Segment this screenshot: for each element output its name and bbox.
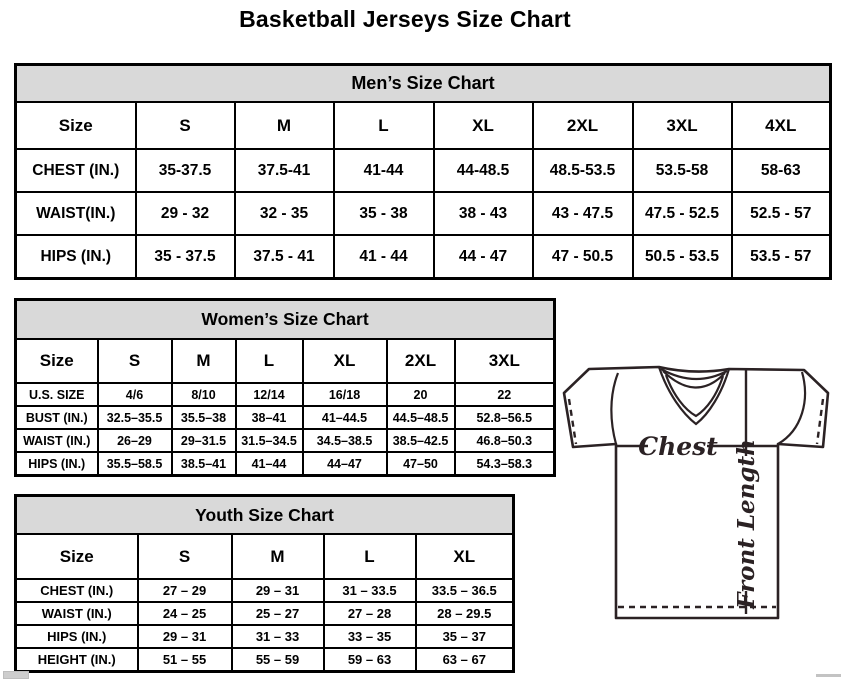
youth-row-label: CHEST (IN.) <box>16 579 138 602</box>
men-table-cell: 41 - 44 <box>334 235 434 279</box>
youth-table-cell: 25 – 27 <box>232 602 324 625</box>
youth-table-row <box>16 579 514 602</box>
youth-column-header: S <box>138 534 232 579</box>
youth-table-cell: 31 – 33.5 <box>324 579 416 602</box>
men-table-cell: 35 - 38 <box>334 192 434 235</box>
corner-handle-left <box>3 671 29 679</box>
men-table-cell: 47 - 50.5 <box>533 235 633 279</box>
women-table-cell: 44.5–48.5 <box>387 406 455 429</box>
men-table-cell: 50.5 - 53.5 <box>633 235 732 279</box>
women-table-cell: 20 <box>387 383 455 406</box>
men-table-cell: 52.5 - 57 <box>732 192 831 235</box>
men-table-row <box>16 149 831 192</box>
men-table-cell: 41-44 <box>334 149 434 192</box>
youth-table-cell: 35 – 37 <box>416 625 514 648</box>
men-column-header: 3XL <box>633 102 732 149</box>
men-table-cell: 32 - 35 <box>235 192 334 235</box>
women-table-cell: 46.8–50.3 <box>455 429 555 452</box>
men-column-header: XL <box>434 102 533 149</box>
men-table-cell: 44-48.5 <box>434 149 533 192</box>
youth-table-cell: 27 – 28 <box>324 602 416 625</box>
jersey-measurement-diagram <box>556 360 843 655</box>
men-table-row <box>16 235 831 279</box>
women-table-cell: 41–44 <box>236 452 303 476</box>
women-table-cell: 41–44.5 <box>303 406 387 429</box>
youth-table-row <box>16 625 514 648</box>
men-table-cell: 35-37.5 <box>136 149 235 192</box>
women-table-cell: 8/10 <box>172 383 236 406</box>
men-table-cell: 38 - 43 <box>434 192 533 235</box>
men-row-label: CHEST (IN.) <box>16 149 136 192</box>
women-table-cell: 44–47 <box>303 452 387 476</box>
women-table-cell: 38.5–42.5 <box>387 429 455 452</box>
women-table-cell: 47–50 <box>387 452 455 476</box>
youth-table-cell: 63 – 67 <box>416 648 514 672</box>
youth-table-cell: 33 – 35 <box>324 625 416 648</box>
men-column-header: Size <box>16 102 136 149</box>
youth-row-label: HEIGHT (IN.) <box>16 648 138 672</box>
men-table-cell: 53.5 - 57 <box>732 235 831 279</box>
men-table-cell: 47.5 - 52.5 <box>633 192 732 235</box>
women-table-cell: 22 <box>455 383 555 406</box>
men-table-cell: 37.5-41 <box>235 149 334 192</box>
women-table-cell: 32.5–35.5 <box>98 406 172 429</box>
jersey-outline <box>564 367 828 618</box>
women-row-label: U.S. SIZE <box>16 383 98 406</box>
page-title: Basketball Jerseys Size Chart <box>239 6 571 32</box>
women-table-cell: 52.8–56.5 <box>455 406 555 429</box>
women-table-row <box>16 452 555 476</box>
youth-row-label: WAIST (IN.) <box>16 602 138 625</box>
women-table-cell: 12/14 <box>236 383 303 406</box>
men-table-row <box>16 192 831 235</box>
women-table-title: Women’s Size Chart <box>16 300 555 340</box>
youth-column-header: M <box>232 534 324 579</box>
youth-size-table <box>14 494 515 673</box>
youth-table-title: Youth Size Chart <box>16 496 514 535</box>
chest-label: Chest <box>638 432 718 461</box>
women-column-header: Size <box>16 339 98 383</box>
women-column-header: L <box>236 339 303 383</box>
women-table-cell: 31.5–34.5 <box>236 429 303 452</box>
men-table-cell: 37.5 - 41 <box>235 235 334 279</box>
men-table-cell: 53.5-58 <box>633 149 732 192</box>
men-table-cell: 44 - 47 <box>434 235 533 279</box>
women-row-label: BUST (IN.) <box>16 406 98 429</box>
front-length-label: Front Length <box>733 439 760 609</box>
women-column-header: 3XL <box>455 339 555 383</box>
youth-table-cell: 31 – 33 <box>232 625 324 648</box>
men-table-title: Men’s Size Chart <box>16 65 831 103</box>
men-table-cell: 58-63 <box>732 149 831 192</box>
women-table-cell: 29–31.5 <box>172 429 236 452</box>
men-column-header: 4XL <box>732 102 831 149</box>
youth-table-cell: 55 – 59 <box>232 648 324 672</box>
women-table-cell: 54.3–58.3 <box>455 452 555 476</box>
youth-table-row <box>16 648 514 672</box>
youth-table-cell: 27 – 29 <box>138 579 232 602</box>
women-table-cell: 35.5–38 <box>172 406 236 429</box>
youth-table-cell: 33.5 – 36.5 <box>416 579 514 602</box>
men-column-header: M <box>235 102 334 149</box>
women-table-row <box>16 406 555 429</box>
youth-table-cell: 29 – 31 <box>138 625 232 648</box>
women-table-row <box>16 429 555 452</box>
youth-table-cell: 51 – 55 <box>138 648 232 672</box>
men-table-cell: 29 - 32 <box>136 192 235 235</box>
women-column-header: M <box>172 339 236 383</box>
men-table-cell: 35 - 37.5 <box>136 235 235 279</box>
women-column-header: 2XL <box>387 339 455 383</box>
youth-table-cell: 24 – 25 <box>138 602 232 625</box>
women-table-cell: 26–29 <box>98 429 172 452</box>
women-column-header: XL <box>303 339 387 383</box>
youth-column-header: L <box>324 534 416 579</box>
youth-column-header: Size <box>16 534 138 579</box>
men-row-label: HIPS (IN.) <box>16 235 136 279</box>
women-row-label: HIPS (IN.) <box>16 452 98 476</box>
men-column-header: L <box>334 102 434 149</box>
youth-table-cell: 59 – 63 <box>324 648 416 672</box>
youth-column-header: XL <box>416 534 514 579</box>
youth-table-row <box>16 602 514 625</box>
women-table-row <box>16 383 555 406</box>
mens-size-table <box>14 63 832 280</box>
youth-table-cell: 29 – 31 <box>232 579 324 602</box>
youth-table-cell: 28 – 29.5 <box>416 602 514 625</box>
women-table-cell: 34.5–38.5 <box>303 429 387 452</box>
women-table-cell: 4/6 <box>98 383 172 406</box>
women-table-cell: 38.5–41 <box>172 452 236 476</box>
women-row-label: WAIST (IN.) <box>16 429 98 452</box>
women-table-cell: 35.5–58.5 <box>98 452 172 476</box>
men-column-header: S <box>136 102 235 149</box>
youth-row-label: HIPS (IN.) <box>16 625 138 648</box>
men-column-header: 2XL <box>533 102 633 149</box>
corner-handle-right <box>816 674 841 677</box>
women-column-header: S <box>98 339 172 383</box>
women-table-cell: 16/18 <box>303 383 387 406</box>
men-table-cell: 48.5-53.5 <box>533 149 633 192</box>
men-table-cell: 43 - 47.5 <box>533 192 633 235</box>
men-row-label: WAIST(IN.) <box>16 192 136 235</box>
women-table-cell: 38–41 <box>236 406 303 429</box>
womens-size-table <box>14 298 556 477</box>
